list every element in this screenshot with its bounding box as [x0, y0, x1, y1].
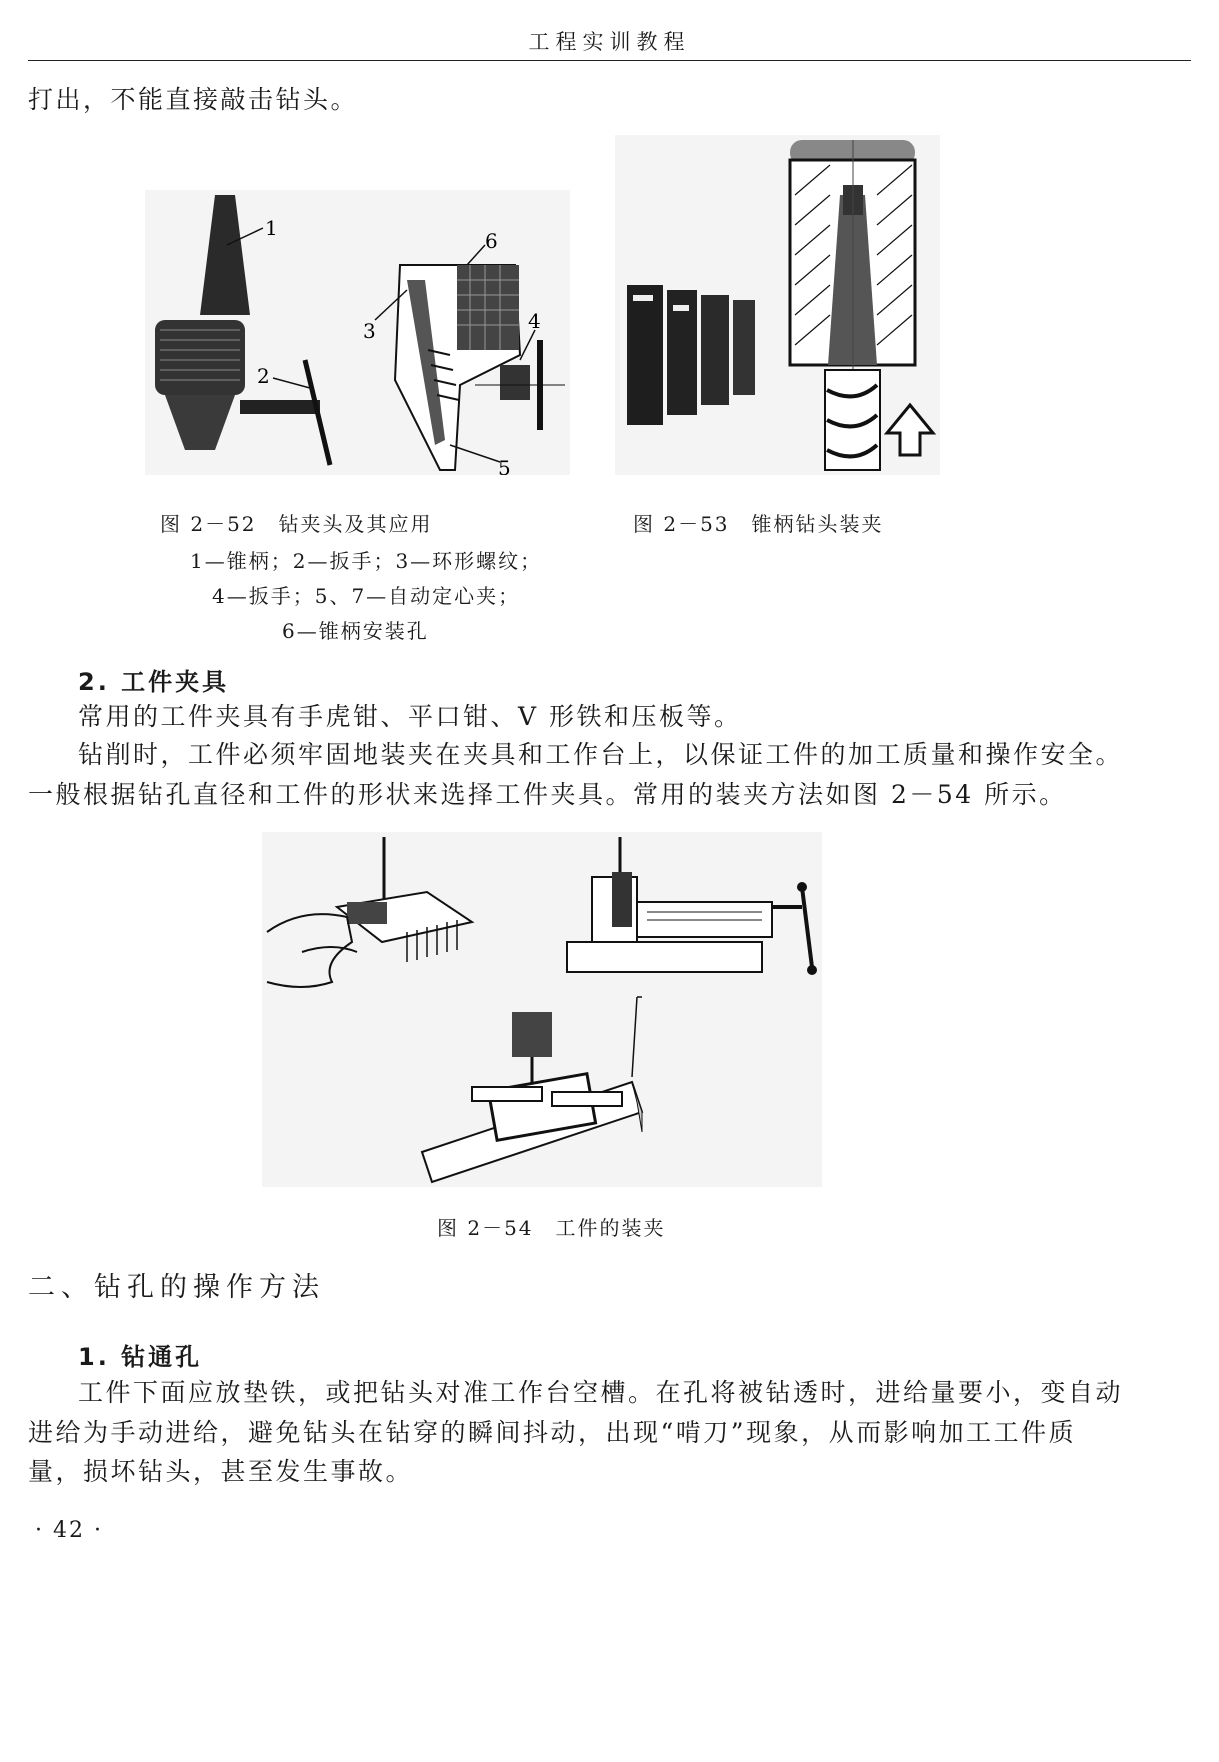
figure-2-53-taper-shank	[615, 135, 940, 475]
through-hole-line-2: 进给为手动进给，避免钻头在钻穿的瞬间抖动，出现“啃刀”现象，从而影响加工工件质	[28, 1418, 1077, 1447]
figure-2-54-workpiece-clamping	[262, 832, 822, 1187]
fig52-legend-line-1: 1—锥柄；2—扳手；3—环形螺纹；	[190, 549, 543, 573]
through-hole-line-1: 工件下面应放垫铁，或把钻头对准工作台空槽。在孔将被钻透时，进给量要小，变自动	[78, 1378, 1124, 1407]
section-title: 二、钻孔的操作方法	[28, 1272, 325, 1303]
running-header: 工程实训教程	[528, 30, 691, 54]
through-hole-line-3: 量，损坏钻头，甚至发生事故。	[28, 1457, 414, 1486]
fig52-label-4: 4	[528, 309, 541, 333]
fig52-legend-line-2: 4—扳手；5、7—自动定心夹；	[212, 584, 521, 608]
workpiece-clamp-heading: 2. 工件夹具	[78, 668, 230, 696]
workpiece-clamp-para-2-line-2: 一般根据钻孔直径和工件的形状来选择工件夹具。常用的装夹方法如图 2－54 所示。	[28, 780, 1067, 809]
figure-2-52-drill-chuck	[145, 190, 570, 475]
fig52-label-3: 3	[363, 319, 376, 343]
fig52-label-1: 1	[265, 216, 278, 240]
fig52-caption: 图 2－52 钻夹头及其应用	[160, 512, 433, 536]
page-number: · 42 ·	[35, 1518, 103, 1543]
fig53-caption: 图 2－53 锥柄钻头装夹	[633, 512, 884, 536]
workpiece-clamp-para-1: 常用的工件夹具有手虎钳、平口钳、V 形铁和压板等。	[78, 702, 742, 731]
continued-text: 打出，不能直接敲击钻头。	[28, 85, 359, 114]
fig52-label-6: 6	[485, 229, 498, 253]
header-rule	[28, 60, 1191, 61]
through-hole-heading: 1. 钻通孔	[78, 1343, 203, 1371]
fig52-legend-line-3: 6—锥柄安装孔	[282, 619, 429, 643]
fig54-caption: 图 2－54 工件的装夹	[437, 1216, 666, 1240]
workpiece-clamp-para-2-line-1: 钻削时，工件必须牢固地装夹在夹具和工作台上，以保证工件的加工质量和操作安全。	[78, 740, 1124, 769]
fig52-label-2: 2	[257, 364, 270, 388]
fig52-label-5: 5	[498, 456, 511, 475]
